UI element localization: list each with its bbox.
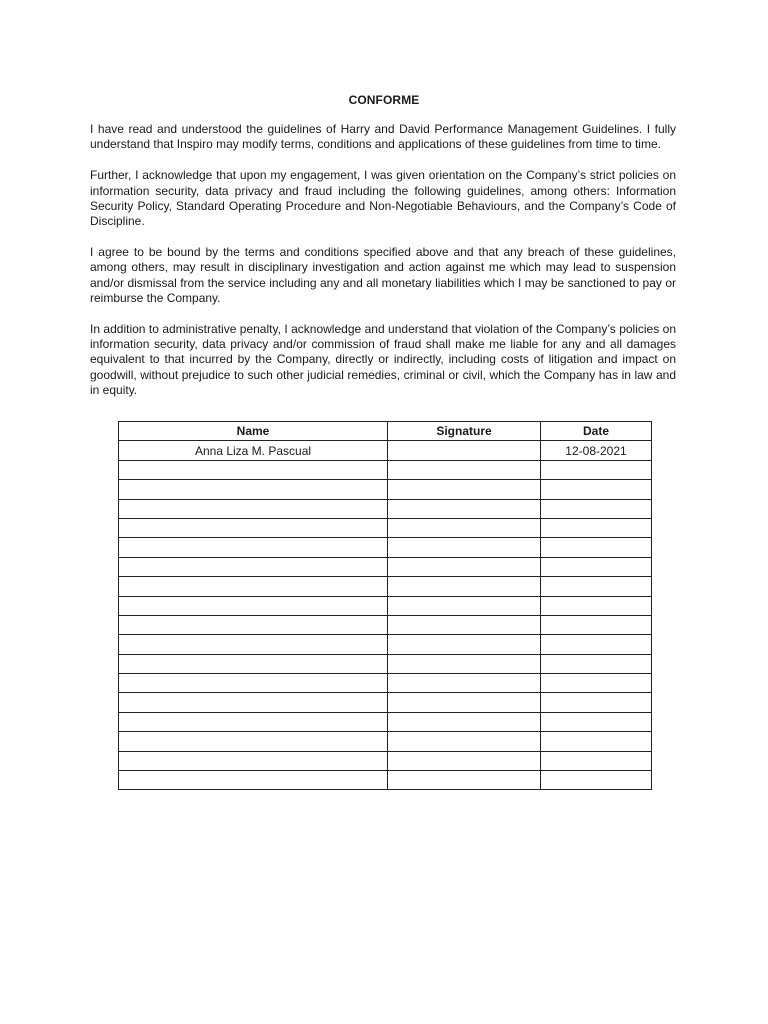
cell-signature [388, 674, 541, 693]
cell-signature [388, 499, 541, 518]
cell-name [119, 480, 388, 499]
cell-date [541, 712, 652, 731]
table-row [119, 518, 652, 537]
cell-name [119, 596, 388, 615]
cell-name [119, 538, 388, 557]
cell-signature [388, 538, 541, 557]
table-row [119, 577, 652, 596]
signature-table [118, 421, 652, 790]
cell-date [541, 518, 652, 537]
paragraph-acknowledgement: I have read and understood the guidelines of Harry and David Performance Management Guidelines. I fully understand that Inspiro may modify terms, conditions and applications of these guidelines from time to time. [90, 122, 676, 152]
table-body [119, 441, 652, 790]
table-row [119, 635, 652, 654]
cell-signature [388, 441, 541, 460]
cell-date [541, 577, 652, 596]
table-row [119, 712, 652, 731]
table-row [119, 751, 652, 770]
cell-date [541, 480, 652, 499]
table-row [119, 654, 652, 673]
cell-date [541, 654, 652, 673]
table-row [119, 674, 652, 693]
table-row [119, 596, 652, 615]
cell-signature [388, 615, 541, 634]
cell-name [119, 557, 388, 576]
cell-name: Anna Liza M. Pascual [119, 441, 388, 460]
paragraph-agreement: I agree to be bound by the terms and conditions specified above and that any breach of these guidelines, among others, may result in disciplinary investigation and action against me which may lead to suspension and/or dismissal from the service including any and all monetary liabilities which I may be sanctioned to pay or reimburse the Company. [90, 245, 676, 305]
cell-signature [388, 596, 541, 615]
cell-signature [388, 518, 541, 537]
cell-signature [388, 771, 541, 790]
table-row [119, 538, 652, 557]
cell-signature [388, 654, 541, 673]
table-row [119, 499, 652, 518]
cell-name [119, 654, 388, 673]
cell-date [541, 615, 652, 634]
table-header-row [119, 422, 652, 441]
cell-name [119, 712, 388, 731]
cell-date [541, 674, 652, 693]
cell-date: 12-08-2021 [541, 441, 652, 460]
cell-name [119, 577, 388, 596]
table-row [119, 557, 652, 576]
cell-date [541, 635, 652, 654]
cell-signature [388, 460, 541, 479]
cell-date [541, 732, 652, 751]
cell-date [541, 499, 652, 518]
column-header-name: Name [119, 422, 388, 441]
cell-name [119, 693, 388, 712]
cell-date [541, 693, 652, 712]
column-header-signature: Signature [388, 422, 541, 441]
cell-date [541, 557, 652, 576]
cell-signature [388, 480, 541, 499]
cell-date [541, 771, 652, 790]
cell-signature [388, 751, 541, 770]
cell-name [119, 674, 388, 693]
cell-name [119, 635, 388, 654]
paragraph-orientation: Further, I acknowledge that upon my engagement, I was given orientation on the Company’s strict policies on information security, data privacy and fraud including the following guidelines, among others: Information Security Policy, Standard Operating Procedure and Non-Negotiable Behaviours, and the Company’s Code of Discipline. [90, 168, 676, 229]
cell-signature [388, 732, 541, 751]
cell-date [541, 751, 652, 770]
document-body [90, 122, 676, 414]
document-title: CONFORME [348, 93, 420, 107]
column-header-date: Date [541, 422, 652, 441]
table-row [119, 460, 652, 479]
cell-name [119, 751, 388, 770]
cell-date [541, 538, 652, 557]
cell-date [541, 460, 652, 479]
cell-name [119, 732, 388, 751]
cell-name [119, 771, 388, 790]
paragraph-liability: In addition to administrative penalty, I acknowledge and understand that violation of the Company’s policies on information security, data privacy and/or commission of fraud shall make me liable for any and all damages equivalent to that incurred by the Company, directly or indirectly, including costs of litigation and impact on goodwill, without prejudice to such other judicial remedies, criminal or civil, which the Company has in law and in equity. [90, 322, 676, 397]
table-row [119, 732, 652, 751]
cell-signature [388, 635, 541, 654]
cell-name [119, 499, 388, 518]
cell-date [541, 596, 652, 615]
cell-name [119, 518, 388, 537]
table-row [119, 771, 652, 790]
table-row [119, 615, 652, 634]
cell-signature [388, 693, 541, 712]
table-row [119, 441, 652, 460]
cell-name [119, 615, 388, 634]
cell-signature [388, 557, 541, 576]
cell-signature [388, 712, 541, 731]
table-row [119, 480, 652, 499]
cell-name [119, 460, 388, 479]
cell-signature [388, 577, 541, 596]
table-row [119, 693, 652, 712]
